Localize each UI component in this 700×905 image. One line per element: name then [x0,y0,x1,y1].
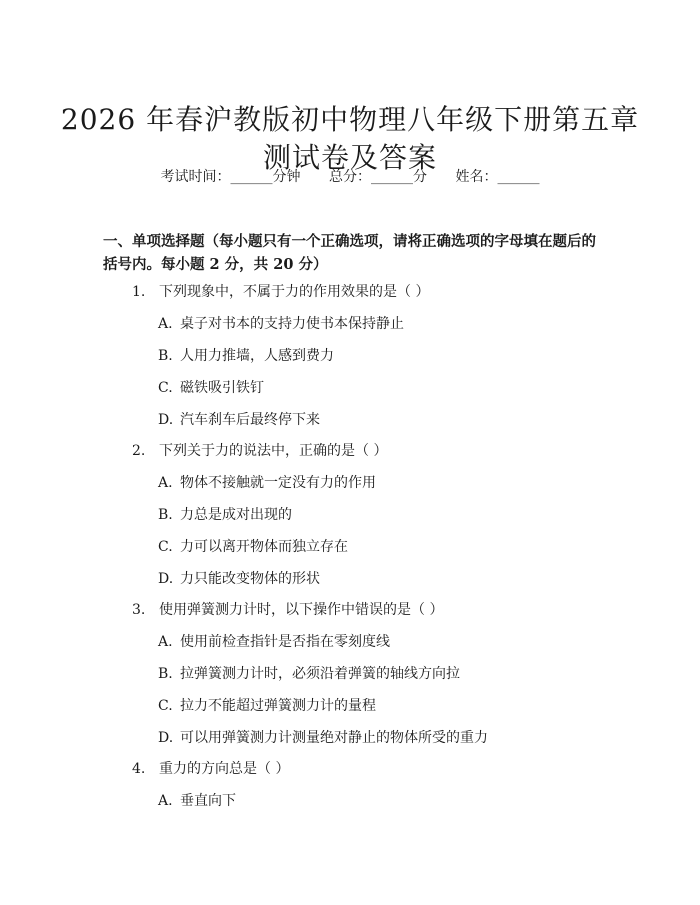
document-title-line1: 2026 年春沪教版初中物理八年级下册第五章 [60,102,640,136]
student-name-field: 姓名：______ [455,169,540,185]
option-letter: D. [158,571,174,587]
question-4 [132,760,289,778]
document-title-line2: 测试卷及答案 [262,140,437,174]
question-text: 下列关于力的说法中，正确的是（ ） [159,443,388,459]
option-letter: D. [158,412,174,428]
question-1-option-a [158,315,404,333]
option-letter: B. [158,348,173,364]
question-text: 使用弹簧测力计时，以下操作中错误的是（ ） [159,602,444,618]
option-text: 力总是成对出现的 [180,507,292,523]
question-3-option-a [158,633,390,651]
question-3 [132,601,443,619]
exam-info-line [0,168,700,186]
option-text: 物体不接触就一定没有力的作用 [180,475,376,491]
question-number: 4. [132,761,146,777]
question-2-option-a [158,474,376,492]
option-text: 拉力不能超过弹簧测力计的量程 [180,698,376,714]
option-text: 垂直向下 [180,793,236,809]
option-letter: B. [158,666,173,682]
option-text: 人用力推墙，人感到费力 [180,348,334,364]
option-text: 汽车刹车后最终停下来 [180,412,320,428]
option-letter: A. [158,634,173,650]
option-text: 桌子对书本的支持力使书本保持静止 [180,316,404,332]
question-text: 重力的方向总是（ ） [159,761,290,777]
question-2-option-d [158,570,320,588]
option-text: 磁铁吸引铁钉 [180,380,264,396]
question-1-option-d [158,411,320,429]
question-3-option-d [158,729,488,747]
question-text: 下列现象中，不属于力的作用效果的是（ ） [159,284,430,300]
question-3-option-c [158,697,376,715]
option-text: 力只能改变物体的形状 [180,571,320,587]
option-text: 力可以离开物体而独立存在 [180,539,348,555]
question-number: 2. [132,443,146,459]
question-3-option-b [158,665,460,683]
question-1-option-b [158,347,334,365]
option-letter: C. [158,698,173,714]
option-letter: C. [158,539,173,555]
question-4-option-a [158,792,236,810]
question-2-option-b [158,506,292,524]
option-letter: C. [158,380,173,396]
total-score-field: 总分：______分 [329,169,427,185]
option-letter: A. [158,316,173,332]
question-2 [132,442,387,460]
question-2-option-c [158,538,348,556]
option-letter: D. [158,730,174,746]
option-letter: B. [158,507,173,523]
option-text: 使用前检查指针是否指在零刻度线 [180,634,390,650]
option-letter: A. [158,475,173,491]
option-text: 可以用弹簧测力计测量绝对静止的物体所受的重力 [180,730,488,746]
question-1-option-c [158,379,264,397]
option-letter: A. [158,793,173,809]
option-text: 拉弹簧测力计时，必须沿着弹簧的轴线方向拉 [180,666,460,682]
section-heading: 一、单项选择题（每小题只有一个正确选项，请将正确选项的字母填在题后的括号内。每小题 2 分，共 20 分） [103,233,596,273]
question-1 [132,283,429,301]
question-number: 3. [132,602,146,618]
question-number: 1. [132,284,146,300]
exam-time-field: 考试时间：______分钟 [160,169,301,185]
